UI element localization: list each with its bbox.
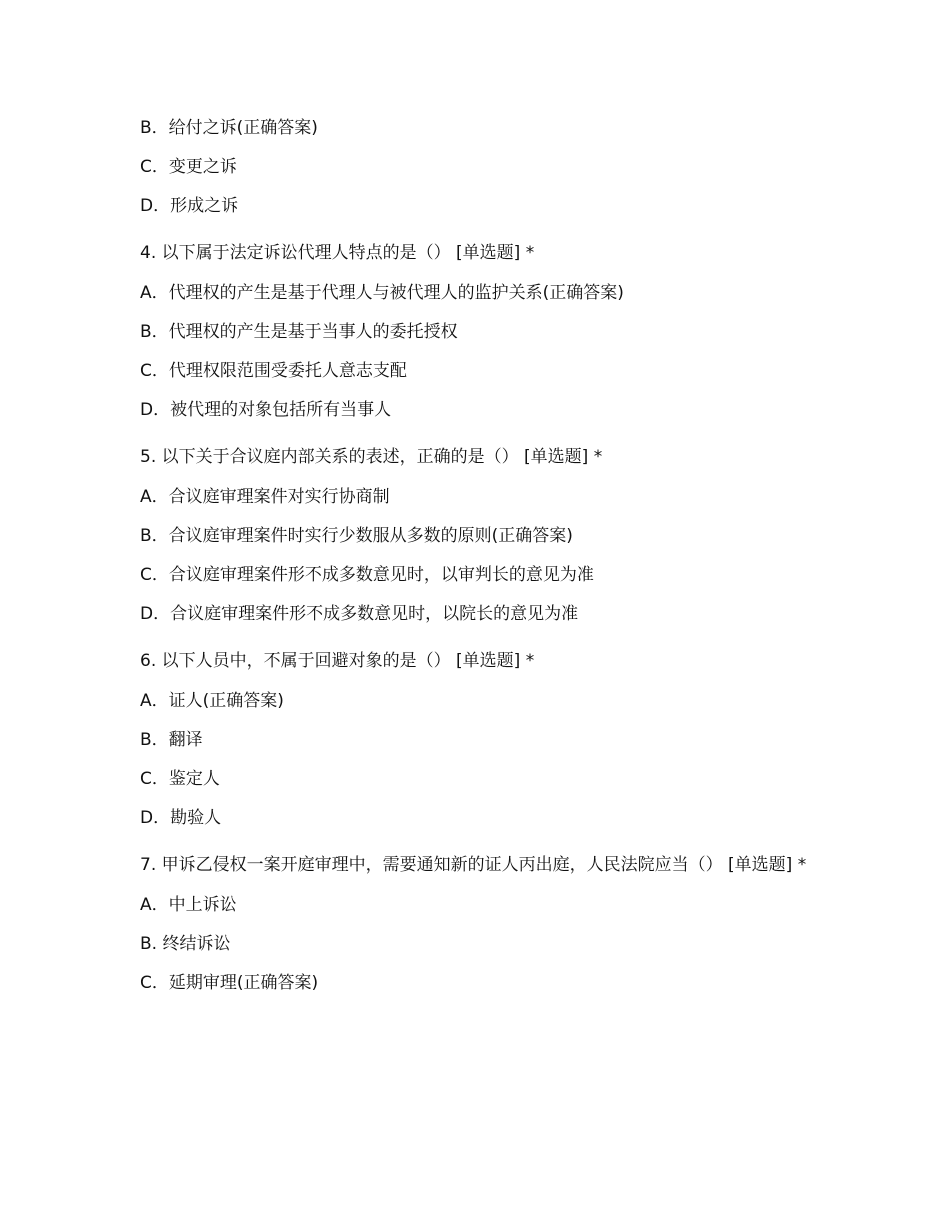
question-6: 6. 以下人员中，不属于回避对象的是（） [单选题] * (140, 651, 535, 671)
option-q4-d: D．被代理的对象包括所有当事人 (140, 400, 392, 420)
option-q4-c: C．代理权限范围受委托人意志支配 (140, 361, 407, 381)
option-q3-d: D．形成之诉 (140, 196, 239, 216)
option-q5-d: D．合议庭审理案件形不成多数意见时，以院长的意见为准 (140, 604, 579, 624)
option-q3-b: B．给付之诉(正确答案) (140, 118, 318, 138)
option-q6-d: D．勘验人 (140, 808, 222, 828)
option-q7-c: C．延期审理(正确答案) (140, 973, 319, 993)
option-q7-b: B. 终结诉讼 (140, 934, 231, 954)
option-q7-a: A．中上诉讼 (140, 895, 237, 915)
option-q5-a: A．合议庭审理案件对实行协商制 (140, 487, 390, 507)
option-q6-c: C．鉴定人 (140, 769, 220, 789)
question-4: 4. 以下属于法定诉讼代理人特点的是（） [单选题] * (140, 243, 535, 263)
option-q3-c: C．变更之诉 (140, 157, 237, 177)
question-list (140, 114, 820, 1008)
question-5: 5. 以下关于合议庭内部关系的表述，正确的是（） [单选题] * (140, 447, 603, 467)
option-q6-b: B．翻译 (140, 730, 203, 750)
question-7: 7. 甲诉乙侵权一案开庭审理中，需要通知新的证人丙出庭，人民法院应当（） [单选题] * (140, 855, 807, 875)
option-q4-b: B．代理权的产生是基于当事人的委托授权 (140, 322, 458, 342)
option-q6-a: A．证人(正确答案) (140, 691, 284, 711)
option-q5-c: C．合议庭审理案件形不成多数意见时，以审判长的意见为准 (140, 565, 594, 585)
option-q5-b: B．合议庭审理案件时实行少数服从多数的原则(正确答案) (140, 526, 573, 546)
option-q4-a: A．代理权的产生是基于代理人与被代理人的监护关系(正确答案) (140, 283, 624, 303)
